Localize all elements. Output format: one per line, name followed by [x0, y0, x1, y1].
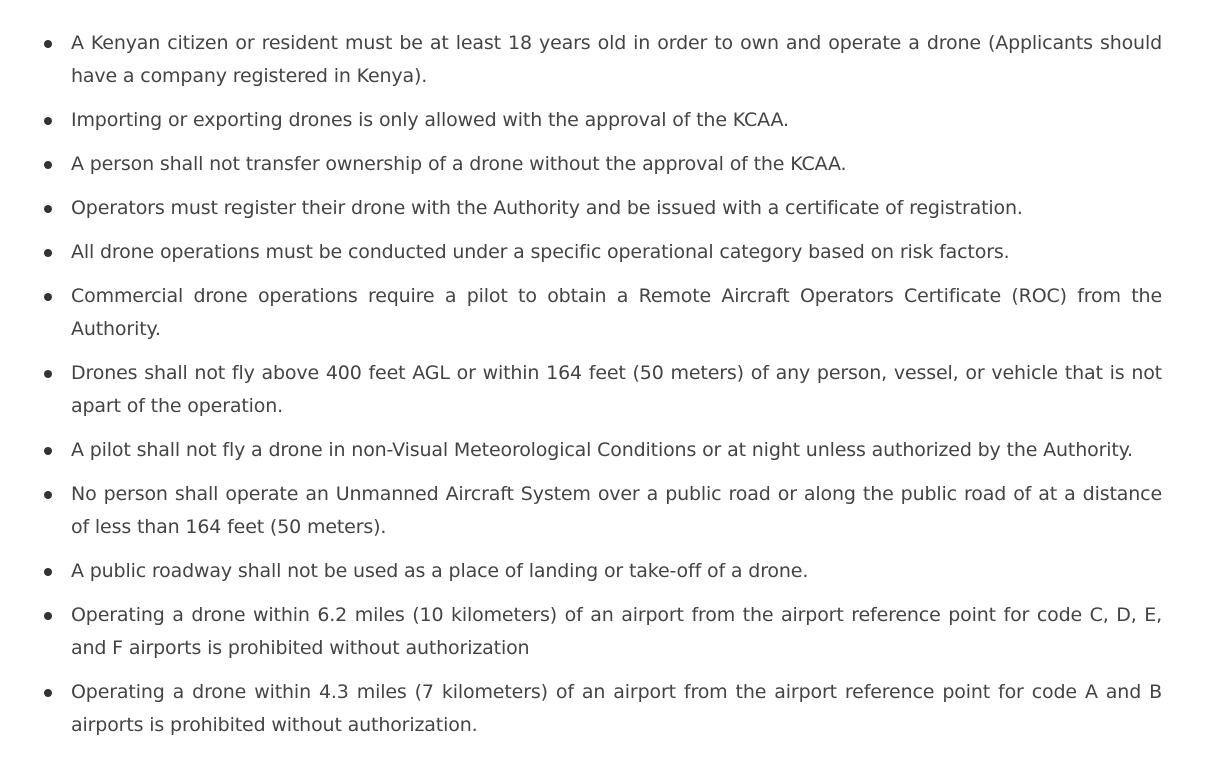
list-item-text: No person shall operate an Unmanned Aircraft System over a public road or along the public road of at a distance of less than 164 feet (50 meters).	[71, 483, 1162, 538]
bullet-icon	[44, 689, 52, 697]
bullet-icon	[44, 205, 52, 213]
list-item-text: A Kenyan citizen or resident must be at least 18 years old in order to own and operate a drone (Applicants should have a company registered in Kenya).	[71, 32, 1162, 87]
bullet-icon	[44, 491, 52, 499]
list-item-text: Operators must register their drone with the Authority and be issued with a certificate of registration.	[71, 197, 1023, 219]
list-item	[71, 280, 1162, 346]
list-item	[71, 192, 1162, 225]
list-item-text: All drone operations must be conducted under a specific operational category based on risk factors.	[71, 241, 1010, 263]
list-item	[71, 599, 1162, 665]
bullet-icon	[44, 447, 52, 455]
list-item	[71, 236, 1162, 269]
list-item	[71, 148, 1162, 181]
list-item	[71, 676, 1162, 742]
bullet-icon	[44, 568, 52, 576]
bullet-icon	[44, 293, 52, 301]
list-item-text: Commercial drone operations require a pilot to obtain a Remote Aircraft Operators Certificate (ROC) from the Authority.	[71, 285, 1162, 340]
list-item-text: A public roadway shall not be used as a place of landing or take-off of a drone.	[71, 560, 809, 582]
list-item	[71, 357, 1162, 423]
bullet-icon	[44, 249, 52, 257]
list-item-text: Operating a drone within 4.3 miles (7 kilometers) of an airport from the airport reference point for code A and B airports is prohibited without authorization.	[71, 681, 1162, 736]
list-item	[71, 104, 1162, 137]
list-item	[71, 434, 1162, 467]
bullet-icon	[44, 612, 52, 620]
bullet-icon	[44, 370, 52, 378]
list-item-text: A pilot shall not fly a drone in non-Visual Meteorological Conditions or at night unless authorized by the Authority.	[71, 439, 1133, 461]
bullet-icon	[44, 117, 52, 125]
list-item-text: Importing or exporting drones is only allowed with the approval of the KCAA.	[71, 109, 789, 131]
list-item	[71, 27, 1162, 93]
list-item-text: Drones shall not fly above 400 feet AGL or within 164 feet (50 meters) of any person, vessel, or vehicle that is not apart of the operation.	[71, 362, 1162, 417]
bullet-icon	[44, 161, 52, 169]
list-item-text: A person shall not transfer ownership of a drone without the approval of the KCAA.	[71, 153, 847, 175]
bullet-icon	[44, 40, 52, 48]
list-item	[71, 555, 1162, 588]
list-item	[71, 478, 1162, 544]
list-item-text: Operating a drone within 6.2 miles (10 kilometers) of an airport from the airport reference point for code C, D, E, and F airports is prohibited without authorization	[71, 604, 1162, 659]
